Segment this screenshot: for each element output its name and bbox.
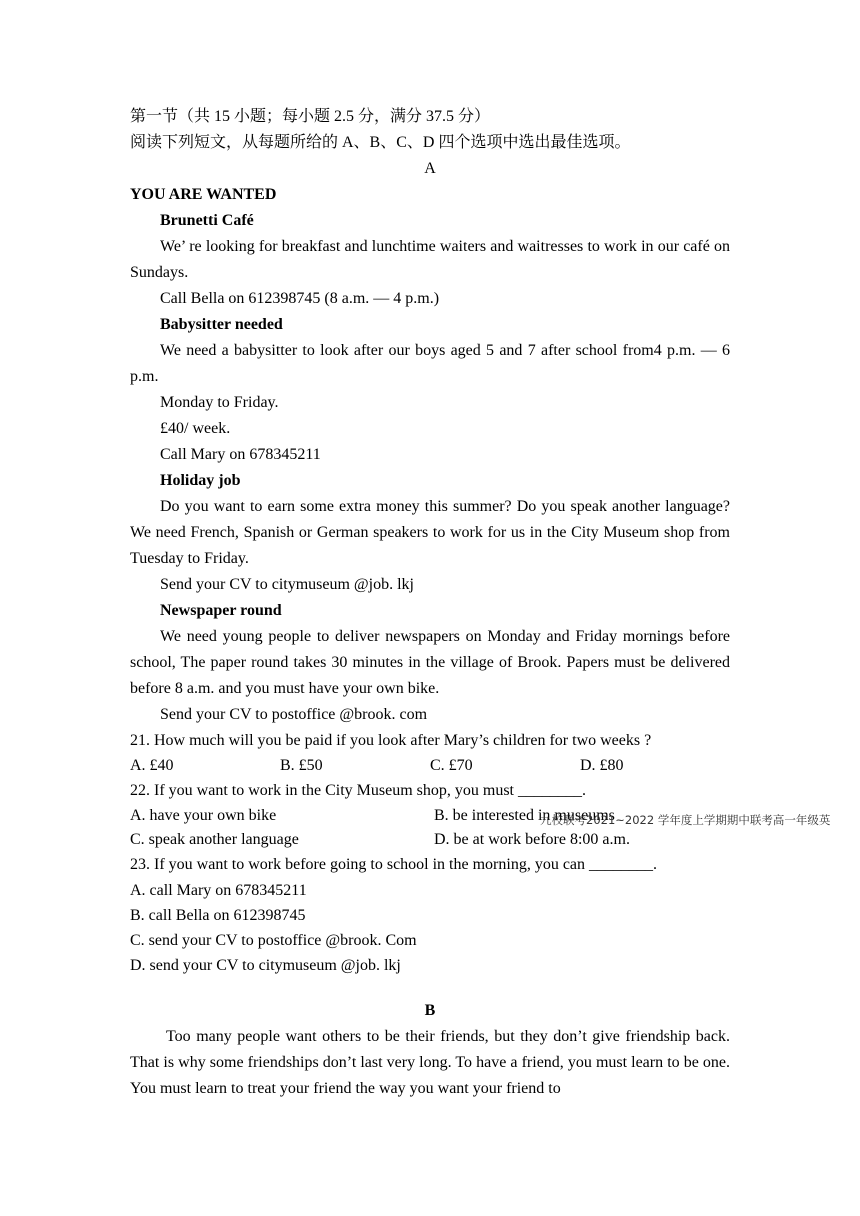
ad-heading-holiday-job: Holiday job xyxy=(160,472,241,489)
ad-line: Send your CV to postoffice @brook. com xyxy=(160,706,428,723)
section-header: 第一节（共 15 小题；每小题 2.5 分，满分 37.5 分） xyxy=(130,108,491,125)
ad-line: £40/ week. xyxy=(160,420,231,437)
spacer xyxy=(130,978,730,998)
option-b: B. call Bella on 612398745 xyxy=(130,907,306,924)
option-c: C. speak another language xyxy=(130,831,299,848)
question-22-options-row2 xyxy=(130,828,730,852)
option-a: A. £40 xyxy=(130,757,174,774)
option-d: D. send your CV to citymuseum @job. lkj xyxy=(130,957,401,974)
ad-line: Monday to Friday. xyxy=(160,394,279,411)
question-21-stem: 21. How much will you be paid if you look after Mary’s children for two weeks ? xyxy=(130,732,652,749)
passage-b-body: Too many people want others to be their friends, but they don’t give friendship back. That is why some friendships don’t last very long. To have a friend, you must learn to be one. You must learn to treat your friend the way you want your friend to xyxy=(130,1028,730,1097)
option-b: B. be interested in museums xyxy=(434,807,615,824)
option-c: C. send your CV to postoffice @brook. Com xyxy=(130,932,417,949)
question-22-stem: 22. If you want to work in the City Museum shop, you must ________. xyxy=(130,782,586,799)
section-instruction: 阅读下列短文，从每题所给的 A、B、C、D 四个选项中选出最佳选项。 xyxy=(130,134,631,151)
question-23-stem: 23. If you want to work before going to school in the morning, you can ________. xyxy=(130,856,658,873)
ad-body-holiday-job: Do you want to earn some extra money this summer? Do you speak another language? We need French, Spanish or German speakers to work for us in the City Museum shop from Tuesday to Friday. xyxy=(130,498,730,567)
ad-heading-newspaper: Newspaper round xyxy=(160,602,282,619)
ad-body-babysitter: We need a babysitter to look after our boys aged 5 and 7 after school from4 p.m. — 6 p.m. xyxy=(130,342,730,385)
option-d: D. be at work before 8:00 a.m. xyxy=(434,831,630,848)
ad-line: Call Bella on 612398745 (8 a.m. — 4 p.m.) xyxy=(160,290,440,307)
document-page xyxy=(130,104,730,1102)
option-a: A. have your own bike xyxy=(130,807,277,824)
passage-a-title: YOU ARE WANTED xyxy=(130,186,277,203)
passage-a-letter: A xyxy=(424,160,436,177)
passage-b-letter: B xyxy=(424,1002,436,1019)
option-a: A. call Mary on 678345211 xyxy=(130,882,307,899)
ad-line: Call Mary on 678345211 xyxy=(160,446,321,463)
watermark-text: 九校联考2021~2022 学年度上学期期中联考高一年级英 xyxy=(540,813,831,827)
option-b: B. £50 xyxy=(280,757,323,774)
ad-body-newspaper: We need young people to deliver newspapers on Monday and Friday mornings before school, The paper round takes 30 minutes in the village of Brook. Papers must be delivered before 8 a.m. and you must have your own bike. xyxy=(130,628,730,697)
ad-line: Send your CV to citymuseum @job. lkj xyxy=(160,576,414,593)
ad-heading-babysitter: Babysitter needed xyxy=(160,316,283,333)
ad-body-cafe: We’ re looking for breakfast and lunchtime waiters and waitresses to work in our café on Sundays. xyxy=(130,238,730,281)
ad-heading-cafe: Brunetti Café xyxy=(160,212,254,229)
option-c: C. £70 xyxy=(430,757,473,774)
option-d: D. £80 xyxy=(580,757,624,774)
question-21-options xyxy=(130,754,730,778)
